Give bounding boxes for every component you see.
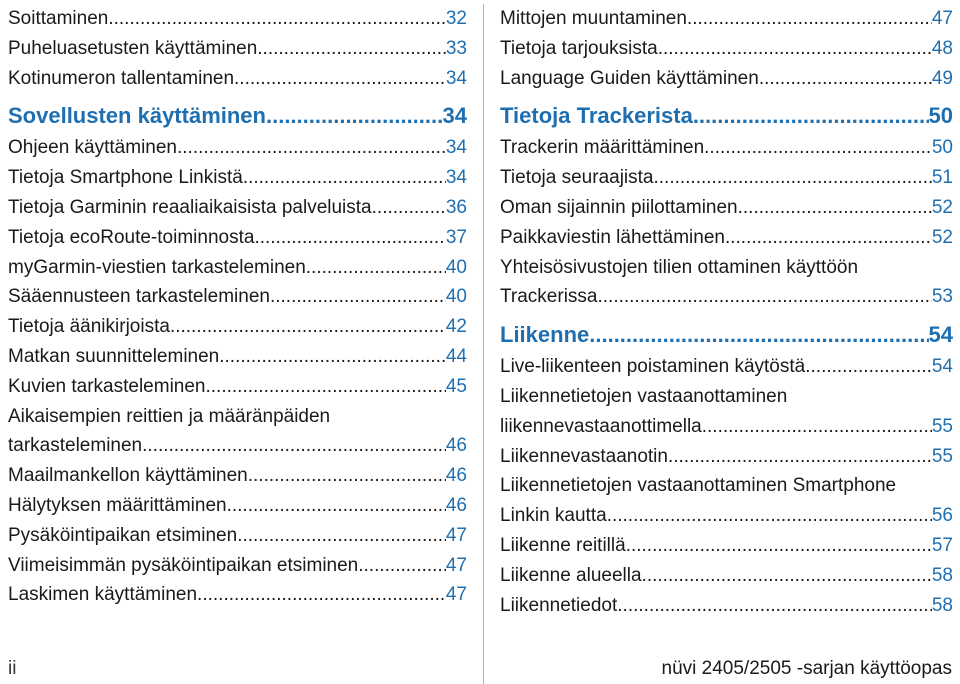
toc-entry-page-number: 56 — [931, 505, 953, 527]
toc-entry[interactable] — [500, 223, 953, 253]
dot-leader — [257, 34, 446, 64]
toc-left-column — [8, 4, 467, 610]
toc-entry-title: Kotinumeron tallentaminen — [8, 67, 235, 89]
toc-group — [8, 133, 467, 401]
toc-entry-page-number: 50 — [931, 137, 953, 159]
dot-leader — [658, 34, 932, 64]
toc-entry-title: myGarmin-viestien tarkasteleminen — [8, 256, 306, 278]
toc-entry-title: Pysäköintipaikan etsiminen — [8, 524, 238, 546]
toc-entry[interactable] — [8, 521, 467, 551]
toc-entry-title: Oman sijainnin piilottaminen — [500, 196, 738, 218]
toc-entry[interactable] — [500, 352, 953, 382]
toc-group — [500, 4, 953, 93]
toc-group — [500, 352, 953, 382]
toc-entry-page-number: 58 — [931, 564, 953, 586]
toc-entry-title: Hälytyksen määrittäminen — [8, 494, 227, 516]
toc-entry-title: Sääennusteen tarkasteleminen — [8, 286, 270, 308]
dot-leader — [227, 491, 446, 521]
toc-entry-title-line1: Yhteisösivustojen tilien ottaminen käyttöön — [500, 256, 859, 278]
toc-entry-title: Paikkaviestin lähettäminen — [500, 226, 725, 248]
dot-leader — [626, 531, 932, 561]
toc-entry-title: Viimeisimmän pysäköintipaikan etsiminen — [8, 554, 359, 576]
toc-group — [8, 461, 467, 610]
dot-leader — [805, 352, 932, 382]
toc-entry[interactable] — [500, 64, 953, 94]
dot-leader — [725, 223, 932, 253]
dot-leader — [702, 412, 932, 442]
toc-group — [500, 531, 953, 620]
section-page-number: 34 — [442, 103, 467, 129]
toc-entry-multiline[interactable] — [8, 402, 467, 462]
toc-entry[interactable] — [8, 342, 467, 372]
toc-entry[interactable] — [8, 4, 467, 34]
toc-entry-page-number: 58 — [931, 594, 953, 616]
toc-entry[interactable] — [500, 442, 953, 472]
dot-leader — [237, 521, 446, 551]
toc-entry-page-number: 45 — [445, 375, 467, 397]
toc-entry[interactable] — [8, 193, 467, 223]
toc-entry[interactable] — [8, 461, 467, 491]
toc-entry-title: Liikenne alueella — [500, 564, 642, 586]
dot-leader — [372, 193, 446, 223]
dot-leader — [589, 318, 928, 352]
dot-leader — [170, 312, 446, 342]
toc-entry-title-line2: Linkin kautta — [500, 505, 607, 527]
dot-leader — [358, 551, 446, 581]
toc-entry[interactable] — [500, 163, 953, 193]
toc-entry-page-number: 47 — [445, 524, 467, 546]
dot-leader — [653, 163, 931, 193]
dot-leader — [243, 163, 446, 193]
toc-entry[interactable] — [500, 193, 953, 223]
dot-leader — [142, 431, 446, 461]
toc-entry[interactable] — [8, 133, 467, 163]
dot-leader — [234, 64, 446, 94]
toc-section-heading[interactable] — [500, 99, 953, 133]
toc-entry-title-line1: Liikennetietojen vastaanottaminen — [500, 385, 788, 407]
toc-entry-page-number: 32 — [445, 8, 467, 29]
toc-entry-title: Tietoja tarjouksista — [500, 37, 658, 59]
toc-entry-title-line2: Trackerissa — [500, 286, 598, 308]
dot-leader — [254, 223, 445, 253]
toc-entry-page-number: 40 — [445, 256, 467, 278]
toc-entry[interactable] — [8, 551, 467, 581]
dot-leader — [597, 282, 931, 312]
toc-entry-title: Trackerin määrittäminen — [500, 137, 705, 159]
toc-entry[interactable] — [8, 64, 467, 94]
toc-entry-title: Liikennetiedot — [500, 594, 618, 616]
toc-entry-title-line2: liikennevastaanottimella — [500, 415, 702, 437]
toc-entry-title: Kuvien tarkasteleminen — [8, 375, 206, 397]
toc-entry[interactable] — [8, 253, 467, 283]
toc-entry-title-line2: tarkasteleminen — [8, 435, 143, 457]
toc-entry-page-number: 47 — [931, 8, 953, 29]
toc-entry-title: Puheluasetusten käyttäminen — [8, 37, 258, 59]
dot-leader — [248, 461, 446, 491]
toc-entry[interactable] — [8, 491, 467, 521]
toc-entry-title: Tietoja ecoRoute-toiminnosta — [8, 226, 255, 248]
toc-entry-title-line1: Aikaisempien reittien ja määränpäiden — [8, 405, 331, 427]
toc-entry-title: Mittojen muuntaminen — [500, 8, 687, 29]
dot-leader — [704, 133, 932, 163]
dot-leader — [219, 342, 446, 372]
toc-entry[interactable] — [8, 34, 467, 64]
toc-section-heading[interactable] — [8, 99, 467, 133]
dot-leader — [738, 193, 932, 223]
column-divider — [483, 4, 484, 684]
toc-entry-page-number: 46 — [445, 494, 467, 516]
toc-entry-title: Maailmankellon käyttäminen — [8, 465, 248, 487]
page-footer — [0, 654, 960, 684]
toc-entry-title: Tietoja seuraajista — [500, 167, 654, 189]
toc-entry-title: Liikenne reitillä — [500, 534, 626, 556]
toc-entry-title: Liikennevastaanotin — [500, 445, 668, 467]
toc-entry-page-number: 48 — [931, 37, 953, 59]
dot-leader — [306, 253, 446, 283]
dot-leader — [177, 133, 446, 163]
dot-leader — [108, 4, 446, 34]
dot-leader — [206, 372, 446, 402]
dot-leader — [668, 442, 932, 472]
dot-leader — [693, 99, 929, 133]
toc-entry-page-number: 40 — [445, 286, 467, 308]
dot-leader — [197, 580, 446, 610]
toc-entry[interactable] — [500, 34, 953, 64]
toc-right-column — [500, 4, 953, 620]
toc-entry[interactable] — [500, 591, 953, 621]
toc-entry-page-number: 55 — [931, 445, 953, 467]
dot-leader — [642, 561, 932, 591]
toc-entry-page-number: 47 — [445, 554, 467, 576]
toc-entry-page-number: 34 — [445, 67, 467, 89]
toc-entry[interactable] — [8, 372, 467, 402]
toc-entry-page-number: 52 — [931, 226, 953, 248]
toc-entry-page-number: 52 — [931, 196, 953, 218]
toc-entry-title: Live-liikenteen poistaminen käytöstä — [500, 356, 806, 378]
toc-entry-title: Laskimen käyttäminen — [8, 584, 198, 606]
toc-group — [500, 442, 953, 472]
toc-entry-page-number: 34 — [445, 167, 467, 189]
dot-leader — [687, 4, 932, 34]
toc-entry-title: Language Guiden käyttäminen — [500, 67, 759, 89]
dot-leader — [266, 99, 443, 133]
section-title: Tietoja Trackerista — [500, 103, 693, 129]
toc-entry[interactable] — [8, 282, 467, 312]
toc-entry[interactable] — [500, 133, 953, 163]
section-page-number: 50 — [928, 103, 953, 129]
toc-entry-multiline[interactable] — [500, 382, 953, 442]
toc-entry[interactable] — [500, 531, 953, 561]
toc-entry-page-number: 33 — [445, 37, 467, 59]
footer-page-number: ii — [8, 658, 17, 679]
toc-entry-title: Matkan suunnitteleminen — [8, 345, 220, 367]
toc-entry-page-number: 53 — [931, 286, 953, 308]
toc-entry-page-number: 42 — [445, 316, 467, 338]
toc-group — [8, 4, 467, 93]
toc-entry-page-number: 55 — [931, 415, 953, 437]
section-page-number: 54 — [928, 322, 953, 348]
toc-entry-title: Tietoja äänikirjoista — [8, 316, 170, 338]
toc-section-heading[interactable] — [500, 318, 953, 352]
toc-entry-title: Soittaminen — [8, 8, 109, 29]
toc-entry-page-number: 51 — [931, 167, 953, 189]
section-title: Sovellusten käyttäminen — [8, 103, 266, 129]
footer-doc-title: nüvi 2405/2505 -sarjan käyttöopas — [661, 658, 952, 679]
toc-entry-multiline[interactable] — [500, 471, 953, 531]
toc-entry-multiline[interactable] — [500, 253, 953, 313]
toc-entry-page-number: 37 — [445, 226, 467, 248]
dot-leader — [759, 64, 932, 94]
toc-entry-page-number: 46 — [445, 465, 467, 487]
toc-entry-title: Ohjeen käyttäminen — [8, 137, 177, 159]
toc-entry-page-number: 49 — [931, 67, 953, 89]
dot-leader — [617, 591, 932, 621]
dot-leader — [270, 282, 446, 312]
toc-entry-title: Tietoja Smartphone Linkistä — [8, 167, 243, 189]
dot-leader — [607, 501, 932, 531]
toc-group — [500, 133, 953, 252]
toc-entry-title-line1: Liikennetietojen vastaanottaminen Smartphone — [500, 475, 897, 497]
toc-entry-page-number: 57 — [931, 534, 953, 556]
toc-entry-page-number: 54 — [931, 356, 953, 378]
toc-entry-page-number: 36 — [445, 196, 467, 218]
toc-entry-page-number: 47 — [445, 584, 467, 606]
toc-entry[interactable] — [8, 163, 467, 193]
toc-entry-page-number: 44 — [445, 345, 467, 367]
toc-entry-page-number: 46 — [445, 435, 467, 457]
toc-entry-title: Tietoja Garminin reaaliaikaisista palveluista — [8, 196, 372, 218]
toc-entry-page-number: 34 — [445, 137, 467, 159]
toc-entry[interactable] — [500, 4, 953, 34]
toc-entry[interactable] — [8, 223, 467, 253]
toc-entry[interactable] — [8, 580, 467, 610]
toc-entry[interactable] — [500, 561, 953, 591]
section-title: Liikenne — [500, 322, 590, 348]
toc-entry[interactable] — [8, 312, 467, 342]
